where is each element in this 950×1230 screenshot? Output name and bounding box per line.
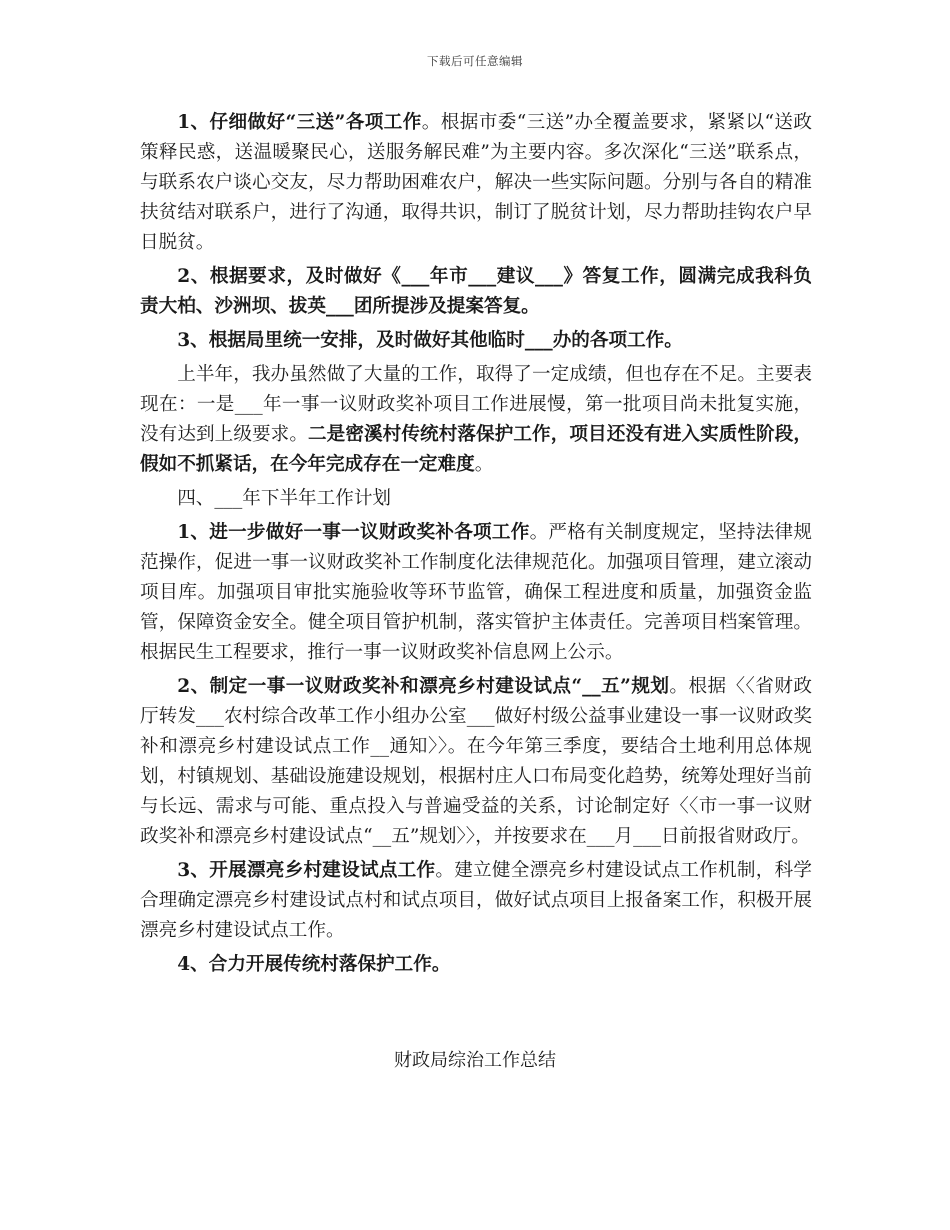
paragraph-text: 。根据市委“三送”办全覆盖要求，紧紧以“送政策释民惑，送温暖聚民心，送服务解民难”为主要内容。多次深化“三送”联系点，与联系农户谈心交友，尽力帮助困难农户，解决一些实际问题。分别与各自的精准扶贫结对联系户，进行了沟通，取得共识，制订了脱贫计划，尽力帮助挂钩农户早日脱贫。 [140, 112, 812, 253]
next-document-title: 财政局综治工作总结 [394, 1050, 556, 1071]
section-heading-plan [140, 484, 812, 514]
paragraph-bold-text: 二是密溪村传统村落保护工作，项目还没有进入实质性阶段，假如不抓紧话，在今年完成存在一定难度 [140, 424, 812, 475]
paragraph-shortcomings [140, 360, 812, 480]
paragraph-text: 。根据〈〈省财政厅转发___农村综合改革工作小组办公室___做好村级公益事业建设一事一议财政奖补和漂亮乡村建设试点工作__通知〉〉。在今年第三季度，要结合土地利用总体规划，村镇规划、基础设施建设规划，根据村庄人口布局变化趋势，统筹处理好当前与长远、需求与可能、重点投入与普遍受益的关系，讨论制定好〈〈市一事一议财政奖补和漂亮乡村建设试点“__五”规划〉〉，并按要求在___月___日前报省财政厅。 [140, 676, 812, 847]
paragraph-heading: 3、根据局里统一安排，及时做好其他临时___办的各项工作。 [177, 330, 683, 351]
paragraph-proposal-reply [140, 262, 812, 322]
paragraph-tail: 。 [474, 454, 494, 475]
paragraph-heading: 2、制定一事一议财政奖补和漂亮乡村建设试点“__五”规划 [177, 676, 670, 697]
paragraph-heading: 1、进一步做好一事一议财政奖补各项工作 [177, 522, 530, 543]
document-body [140, 108, 812, 984]
section-heading-text: 四、___年下半年工作计划 [177, 488, 392, 509]
paragraph-text: 。建立健全漂亮乡村建设试点工作机制，科学合理确定漂亮乡村建设试点村和试点项目，做好试点项目上报备案工作，积极开展漂亮乡村建设试点工作。 [140, 860, 812, 941]
paragraph-heading: 3、开展漂亮乡村建设试点工作 [177, 860, 436, 881]
page-header: 下载后可任意编辑 [427, 54, 523, 68]
paragraph-plan-2 [140, 672, 812, 852]
paragraph-heading: 1、仔细做好“三送”各项工作 [177, 112, 422, 133]
paragraph-plan-3 [140, 856, 812, 946]
paragraph-temporary-tasks [140, 326, 812, 356]
paragraph-text: 上半年，我办虽然做了大量的工作，取得了一定成绩，但也存在不足。主要表现在：一是___年一事一议财政奖补项目工作进展慢，第一批项目尚未批复实施，没有达到上级要求。 [140, 364, 812, 445]
paragraph-plan-1 [140, 518, 812, 668]
paragraph-text: 。严格有关制度规定，坚持法律规范操作，促进一事一议财政奖补工作制度化法律规范化。加强项目管理，建立滚动项目库。加强项目审批实施验收等环节监管，确保工程进度和质量，加强资金监管，保障资金安全。健全项目管护机制，落实管护主体责任。完善项目档案管理。根据民生工程要求，推行一事一议财政奖补信息网上公示。 [140, 522, 812, 663]
paragraph-plan-4 [140, 950, 812, 980]
paragraph-sansong [140, 108, 812, 258]
paragraph-heading: 4、合力开展传统村落保护工作。 [177, 954, 451, 975]
paragraph-heading: 2、根据要求，及时做好《___年市___建议___》答复工作，圆满完成我科负责大柏、沙洲坝、拔英___团所提涉及提案答复。 [140, 266, 812, 317]
